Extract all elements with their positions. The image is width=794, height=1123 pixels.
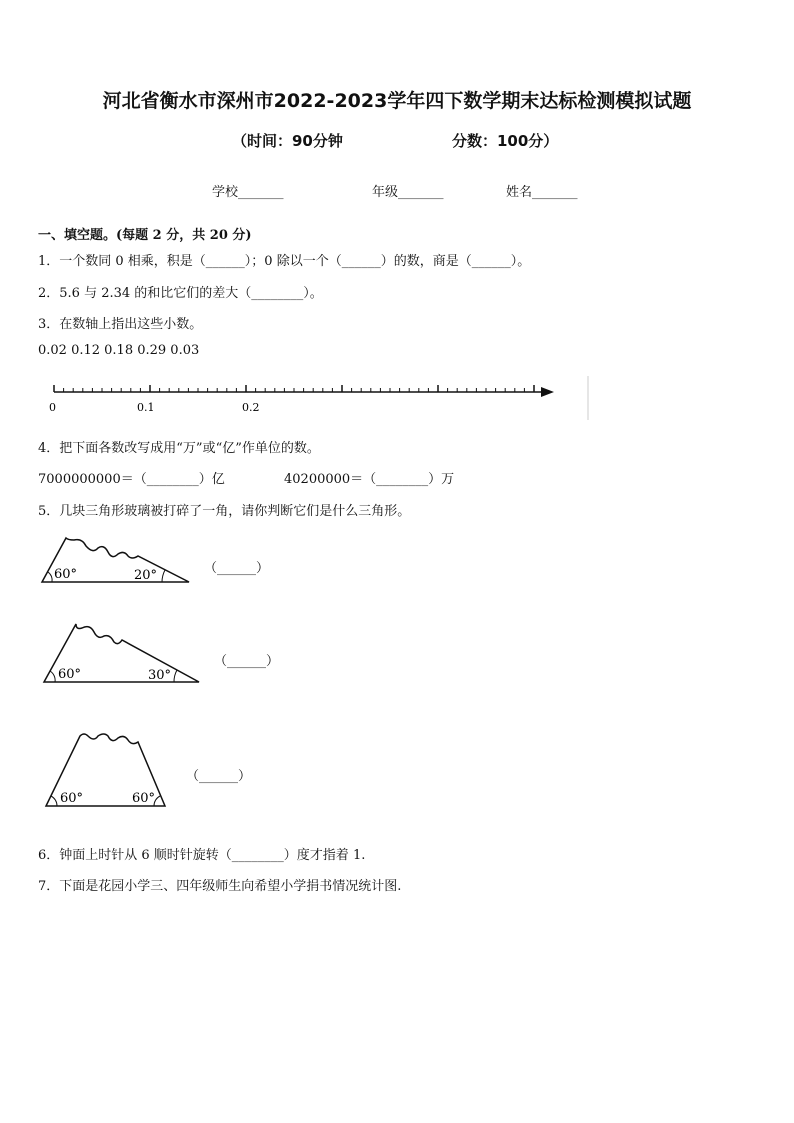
number-line-ticks <box>54 385 534 392</box>
triangle-1-figure <box>38 532 198 586</box>
question-5: 5．几块三角形玻璃被打碎了一角，请你判断它们是什么三角形。 <box>38 504 411 519</box>
triangle-3-figure <box>38 728 172 810</box>
triangle-1-left-angle: 60° <box>54 567 78 582</box>
triangle-3-left-angle: 60° <box>60 791 84 806</box>
triangle-1-right-arc <box>162 570 165 582</box>
question-1: 1．一个数同 0 相乘，积是（______）；0 除以一个（______）的数，商是（______）。 <box>38 254 531 269</box>
grade-field[interactable]: 年级_______ <box>372 185 444 200</box>
exam-title: 河北省衡水市深州市2022-2023学年四下数学期末达标检测模拟试题 <box>102 90 692 112</box>
triangle-3-right-angle: 60° <box>132 791 156 806</box>
question-3: 3．在数轴上指出这些小数。 <box>38 317 203 332</box>
question-2: 2．5.6 与 2.34 的和比它们的差大（________）。 <box>38 286 323 301</box>
number-line-label-0-2: 0.2 <box>242 401 260 414</box>
question-7: 7．下面是花园小学三、四年级师生向希望小学捐书情况统计图. <box>38 879 402 894</box>
question-5-answer-2[interactable]: （______） <box>214 654 280 669</box>
triangle-2-left-angle: 60° <box>58 667 82 682</box>
triangle-2-right-angle: 30° <box>148 668 172 683</box>
question-5-answer-3[interactable]: （______） <box>186 769 252 784</box>
triangle-3-left-arc <box>51 796 57 806</box>
question-4-b: 40200000＝（________）万 <box>284 472 455 487</box>
section-heading: 一、填空题。(每题 2 分，共 20 分) <box>38 228 252 243</box>
number-line-label-0: 0 <box>49 401 56 414</box>
exam-score: 分数：100分） <box>452 132 559 150</box>
number-line-arrow <box>541 387 554 397</box>
school-field[interactable]: 学校_______ <box>212 185 284 200</box>
triangle-1-left-arc <box>48 572 52 582</box>
exam-time: （时间：90分钟 <box>232 132 343 150</box>
question-4: 4．把下面各数改写成用“万”或“亿”作单位的数。 <box>38 441 320 456</box>
question-5-answer-1[interactable]: （______） <box>204 561 270 576</box>
triangle-1-right-angle: 20° <box>134 568 158 583</box>
triangle-2-figure <box>38 620 208 686</box>
question-6: 6．钟面上时针从 6 顺时针旋转（________）度才指着 1. <box>38 848 366 863</box>
name-field[interactable]: 姓名_______ <box>506 185 578 200</box>
question-4-a: 7000000000＝（________）亿 <box>38 472 225 487</box>
triangle-2-right-arc <box>174 670 177 682</box>
triangle-2-left-arc <box>50 671 55 682</box>
number-line-label-0-1: 0.1 <box>137 401 155 414</box>
number-line <box>38 372 598 424</box>
question-3-values: 0.02 0.12 0.18 0.29 0.03 <box>38 343 200 358</box>
